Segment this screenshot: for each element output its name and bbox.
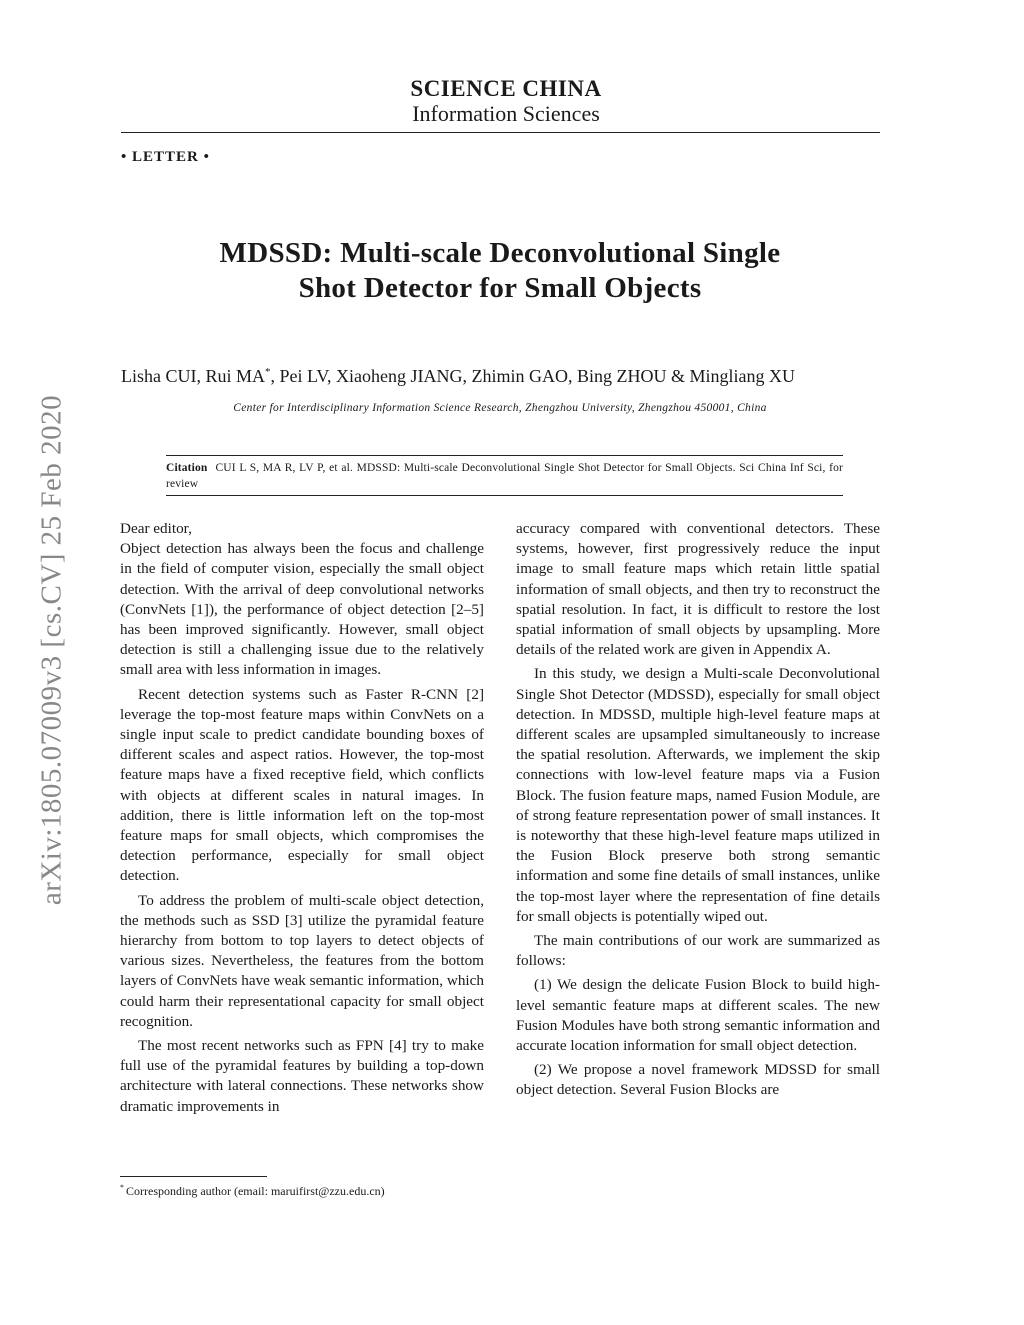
arxiv-identifier: arXiv:1805.07009v3 [cs.CV] 25 Feb 2020 bbox=[35, 394, 68, 906]
title-line-1: MDSSD: Multi-scale Deconvolutional Single bbox=[219, 237, 781, 269]
citation-rule-top bbox=[166, 455, 843, 456]
footnote-rule bbox=[120, 1176, 267, 1177]
salutation: Dear editor, bbox=[120, 520, 192, 537]
citation-box bbox=[166, 460, 843, 492]
article-type: • LETTER • bbox=[121, 149, 210, 165]
journal-name: SCIENCE CHINA bbox=[410, 76, 602, 101]
paragraph: (2) We propose a novel framework MDSSD for small object detection. Several Fusion Blocks are bbox=[516, 1061, 880, 1099]
paragraph: accuracy compared with conventional detectors. These systems, however, first progressively reduce the input image to small feature maps which retain little spatial information of small objects, and then try to reconstruct the spatial resolution. In fact, it is difficult to restore the lost spatial information of small objects by upsampling. More details of the related work are given in Appendix A. bbox=[516, 520, 880, 659]
paragraph: The main contributions of our work are summarized as follows: bbox=[516, 932, 880, 970]
footnote bbox=[120, 1180, 385, 1199]
corresponding-marker: * bbox=[265, 366, 271, 378]
footnote-marker: * bbox=[120, 1183, 124, 1192]
authors-part-2: , Pei LV, Xiaoheng JIANG, Zhimin GAO, Bing ZHOU & Mingliang XU bbox=[270, 366, 795, 386]
header-rule bbox=[121, 132, 880, 133]
title-line-2: Shot Detector for Small Objects bbox=[298, 272, 702, 304]
affiliation: Center for Interdisciplinary Information Science Research, Zhengzhou University, Zhengzhou 450001, China bbox=[233, 402, 767, 414]
paragraph: The most recent networks such as FPN [4] try to make full use of the pyramidal features by building a top-down architecture with lateral connections. These networks show dramatic improvements in bbox=[120, 1037, 484, 1115]
journal-subtitle: Information Sciences bbox=[412, 101, 600, 126]
citation-label: Citation bbox=[166, 462, 208, 474]
citation-rule-bottom bbox=[166, 495, 843, 496]
paragraph: In this study, we design a Multi-scale Deconvolutional Single Shot Detector (MDSSD), especially for small object detection. In MDSSD, multiple high-level feature maps at different scales are upsampled simultaneously to increase the spatial resolution. Afterwards, we implement the skip connections with low-level feature maps via a Fusion Block. The fusion feature maps, named Fusion Module, are of strong feature representation power of small instances. It is noteworthy that these high-level feature maps utilized in the Fusion Block preserve both strong semantic information and some fine details of small instances, unlike the top-most layer where the representation of fine details for small objects is potentially wiped out. bbox=[516, 665, 880, 925]
paragraph: Object detection has always been the focus and challenge in the field of computer vision, especially the small object detection. With the arrival of deep convolutional networks (ConvNets [1]), the performance of object detection [2–5] has been improved significantly. However, small object detection is still a challenging issue due to the relatively small area with less information in images. bbox=[120, 540, 484, 679]
citation-text: CUI L S, MA R, LV P, et al. MDSSD: Multi-scale Deconvolutional Single Shot Detector for Small Objects. Sci China Inf Sci, for review bbox=[166, 462, 843, 490]
footnote-text: Corresponding author (email: maruifirst@zzu.edu.cn) bbox=[126, 1184, 385, 1198]
right-column bbox=[516, 519, 880, 1101]
authors-part-1: Lisha CUI, Rui MA bbox=[121, 366, 265, 386]
paragraph: Recent detection systems such as Faster R-CNN [2] leverage the top-most feature maps within ConvNets on a single input scale to predict candidate bounding boxes of different scales and aspect ratios. However, the top-most feature maps have a fixed receptive field, which conflicts with objects at different scales in natural images. In addition, there is little information left on the top-most feature maps for small objects, which compromises the detection performance, especially for small object detection. bbox=[120, 685, 484, 885]
author-list bbox=[121, 360, 795, 388]
paper-title bbox=[0, 236, 1000, 306]
paragraph: To address the problem of multi-scale object detection, the methods such as SSD [3] utilize the pyramidal feature hierarchy from bottom to top layers to detect objects of various sizes. Nevertheless, the features from the bottom layers of ConvNets have weak semantic information, which could harm their representational capacity for small object recognition. bbox=[120, 891, 484, 1030]
left-column bbox=[120, 519, 484, 1117]
paragraph: (1) We design the delicate Fusion Block to build high-level semantic feature maps at different scales. The new Fusion Modules have both strong semantic information and accurate location information for small object detection. bbox=[516, 976, 880, 1055]
